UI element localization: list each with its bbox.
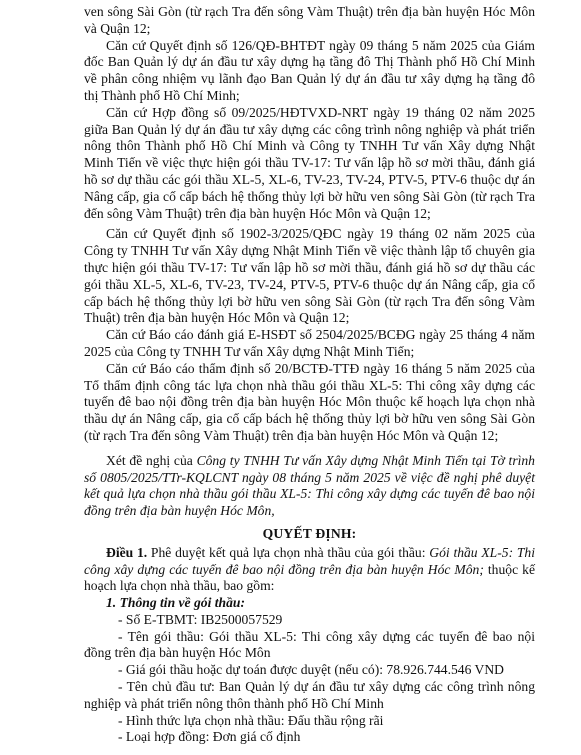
article-1-text: Phê duyệt kết quả lựa chọn nhà thầu của gói thầu: — [147, 544, 430, 560]
article-1-label: Điều 1. — [106, 544, 148, 560]
section-package-info-title: 1. Thông tin về gói thầu: — [106, 595, 245, 611]
article-1-package-name: Gói thầu XL-5: Thi công xây dựng các tuyến đê bao nội đồng trên địa bàn huyện Hóc Môn; — [84, 544, 535, 577]
proposal-lead: Xét đề nghị của — [106, 452, 197, 468]
paragraph-proposal — [84, 453, 535, 520]
package-info-item: - Tên chủ đầu tư: Ban Quản lý dự án đầu tư xây dựng các công trình nông nghiệp và phát triển nông thôn thành phố Hồ Chí Minh — [84, 679, 535, 711]
package-info-item: - Số E-TBMT: IB2500057529 — [118, 611, 283, 627]
package-info-item: - Loại hợp đồng: Đơn giá cố định — [118, 729, 301, 745]
package-info-item: - Giá gói thầu hoặc dự toán được duyệt (nếu có): 78.926.744.546 VND — [118, 662, 504, 678]
paragraph-basis-decision-1902: Căn cứ Quyết định số 1902-3/2025/QĐC ngày 19 tháng 02 năm 2025 của Công ty TNHH Tư vấn Xây dựng Nhật Minh Tiến về việc thành lập tổ chuyên gia thực hiện gói thầu TV-17: Tư vấn lập hồ sơ mời thầu, đánh giá hồ sơ dự thầu các gói thầu XL-5, XL-6, TV-23, TV-24, PTV-5, PTV-6 thuộc dự án Nâng cấp, gia cố cấp bách hệ thống thủy lợi bờ hữu ven sông Sài Gòn (từ rạch Tra đến sông Vàm Thuật) trên địa bàn huyện Hóc Môn và Quận 12; — [84, 226, 535, 326]
paragraph-project-scope: ven sông Sài Gòn (từ rạch Tra đến sông Vàm Thuật) trên địa bàn huyện Hóc Môn và Quận 12; — [84, 4, 535, 36]
package-info-item: - Tên gói thầu: Gói thầu XL-5: Thi công xây dựng các tuyến đê bao nội đồng trên địa bàn huyện Hóc Môn — [84, 628, 535, 661]
paragraph-basis-contract-09: Căn cứ Hợp đồng số 09/2025/HĐTVXD-NRT ngày 19 tháng 02 năm 2025 giữa Ban Quản lý dự án đầu tư xây dựng các công trình nông nghiệp và phát triển nông thôn Thành phố Hồ Chí Minh và Công ty TNHH Tư vấn Xây dựng Nhật Minh Tiến về việc thực hiện gói thầu TV-17: Tư vấn lập hồ sơ mời thầu, đánh giá hồ sơ dự thầu các gói thầu XL-5, XL-6, TV-23, TV-24, PTV-5, PTV-6 thuộc dự án Nâng cấp, gia cố cấp bách hệ thống thủy lợi bờ hữu ven sông Sài Gòn (từ rạch Tra đến sông Vàm Thuật) trên địa bàn huyện Hóc Môn và Quận 12; — [84, 104, 535, 221]
article-1-tail: thuộc kế hoạch lựa chọn nhà thầu, bao gồm: — [84, 561, 535, 594]
paragraph-basis-decision-126: Căn cứ Quyết định số 126/QĐ-BHTĐT ngày 09 tháng 5 năm 2025 của Giám đốc Ban Quản lý dự án đầu tư xây dựng hạ tầng đô Thị Thành phố Hồ Chí Minh về phân công nhiệm vụ lãnh đạo Ban Quản lý dự án đầu tư xây dựng hạ tầng đô thị Thành phố Hồ Chí Minh; — [84, 37, 535, 103]
package-info-item: - Hình thức lựa chọn nhà thầu: Đấu thầu rộng rãi — [118, 712, 384, 728]
article-1 — [84, 545, 535, 595]
paragraph-basis-evaluation-report: Căn cứ Báo cáo đánh giá E-HSĐT số 2504/2025/BCĐG ngày 25 tháng 4 năm 2025 của Công ty TNHH Tư vấn Xây dựng Nhật Minh Tiến; — [84, 327, 535, 359]
paragraph-basis-appraisal-report: Căn cứ Báo cáo thẩm định số 20/BCTĐ-TTĐ ngày 16 tháng 5 năm 2025 của Tổ thẩm định công tác lựa chọn nhà thầu gói thầu XL-5: Thi công xây dựng các tuyến đê bao nội đồng trên địa bàn huyện Hóc Môn thuộc kế hoạch lựa chọn nhà thầu dự án Nâng cấp, gia cố cấp bách hệ thống thủy lợi bờ hữu ven sông Sài Gòn (từ rạch Tra đến sông Vàm Thuật) trên địa bàn huyện Hóc Môn và Quận 12; — [84, 360, 535, 443]
proposal-italic: Công ty TNHH Tư vấn Xây dựng Nhật Minh Tiến tại Tờ trình số 0805/2025/TTr-KQLCNT ngày 08 tháng 5 năm 2025 về việc đề nghị phê duyệt kết quả lựa chọn nhà thầu gói thầu XL-5: Thi công xây dựng các tuyến đê bao nội đồng trên địa bàn huyện Hóc Môn, — [84, 452, 535, 519]
decision-heading: QUYẾT ĐỊNH: — [262, 525, 357, 541]
